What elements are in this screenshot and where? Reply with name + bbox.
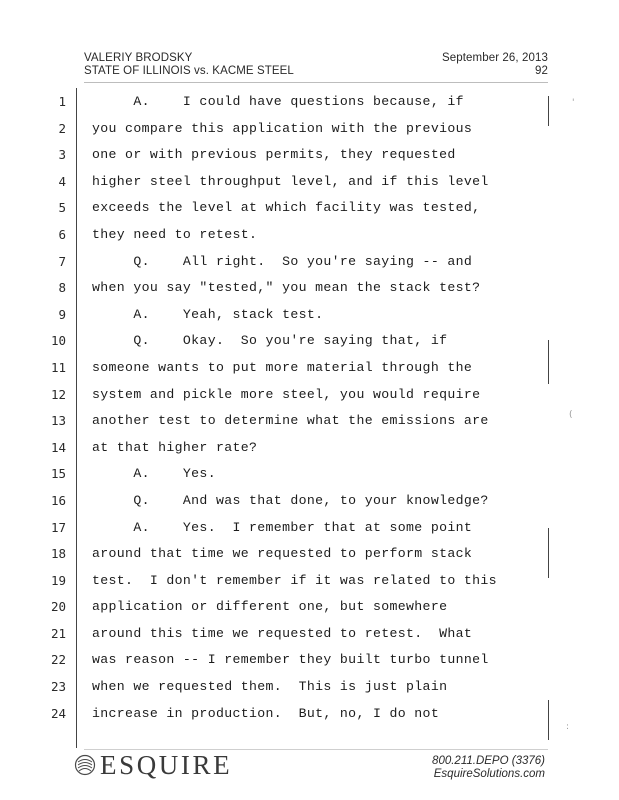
- transcript-line: [0, 621, 619, 648]
- transcript-line: [0, 541, 619, 568]
- line-number: 22: [50, 652, 66, 668]
- line-number: 20: [50, 599, 66, 615]
- contact-website: EsquireSolutions.com: [433, 768, 545, 780]
- line-number: 21: [50, 625, 66, 641]
- line-number: 15: [50, 466, 66, 482]
- header-divider: [84, 82, 548, 83]
- line-text: application or different one, but somewhere: [92, 599, 448, 615]
- transcript-line: [0, 328, 619, 355]
- line-text: Q. And was that done, to your knowledge?: [92, 492, 489, 508]
- line-text: higher steel throughput level, and if this level: [92, 173, 489, 189]
- line-number: 14: [50, 439, 66, 455]
- line-text: around that time we requested to perform stack: [92, 546, 473, 562]
- line-number: 12: [50, 386, 66, 402]
- transcript-line: [0, 568, 619, 595]
- line-number: 13: [50, 413, 66, 429]
- line-number: 5: [58, 200, 66, 216]
- line-number: 16: [50, 492, 66, 508]
- line-number: 3: [58, 147, 66, 163]
- transcript-line: [0, 647, 619, 674]
- line-text: Q. Okay. So you're saying that, if: [92, 333, 448, 349]
- transcript-line: [0, 142, 619, 169]
- transcript-line: [0, 195, 619, 222]
- transcript-line: [0, 408, 619, 435]
- esquire-emblem-icon: [74, 754, 96, 776]
- witness-name: VALERIY BRODSKY: [84, 52, 193, 64]
- line-number: 10: [50, 333, 66, 349]
- line-text: they need to retest.: [92, 226, 258, 242]
- line-text: someone wants to put more material through the: [92, 359, 473, 375]
- line-text: A. I could have questions because, if: [92, 94, 464, 109]
- line-text: when we requested them. This is just plain: [92, 679, 448, 695]
- brand-name: ESQUIRE: [100, 750, 233, 780]
- transcript-line: [0, 515, 619, 542]
- line-text: system and pickle more steel, you would require: [92, 386, 481, 402]
- transcript-line: [0, 169, 619, 196]
- transcript-line: [0, 461, 619, 488]
- line-text: when you say "tested," you mean the stack test?: [92, 280, 481, 296]
- line-text: A. Yes.: [92, 466, 216, 482]
- line-text: exceeds the level at which facility was tested,: [92, 200, 481, 216]
- transcript-line: [0, 249, 619, 276]
- line-number: 18: [50, 546, 66, 562]
- transcript-line: [0, 116, 619, 143]
- transcript-line: [0, 674, 619, 701]
- scan-speck: (: [569, 410, 573, 420]
- line-text: A. Yeah, stack test.: [92, 306, 324, 322]
- line-text: increase in production. But, no, I do not: [92, 705, 440, 721]
- line-number: 2: [58, 120, 66, 136]
- line-number: 24: [50, 705, 66, 721]
- line-text: another test to determine what the emissions are: [92, 413, 489, 429]
- page-number: 92: [535, 65, 548, 77]
- line-text: you compare this application with the previous: [92, 120, 473, 136]
- line-number: 6: [58, 226, 66, 242]
- line-number: 9: [58, 306, 66, 322]
- line-number: 8: [58, 280, 66, 296]
- deposition-date: September 26, 2013: [441, 52, 548, 64]
- transcript-line: [0, 89, 619, 116]
- transcript-line: [0, 701, 619, 728]
- page-header: [84, 52, 548, 78]
- case-caption: STATE OF ILLINOIS vs. KACME STEEL: [84, 65, 294, 77]
- line-text: was reason -- I remember they built turbo tunnel: [92, 652, 489, 668]
- transcript-body: [0, 89, 619, 727]
- line-text: at that higher rate?: [92, 439, 258, 455]
- line-number: 11: [50, 359, 66, 375]
- line-number: 23: [50, 679, 66, 695]
- scan-speck: ': [572, 98, 575, 108]
- line-text: one or with previous permits, they requested: [92, 147, 456, 163]
- line-number: 19: [50, 572, 66, 588]
- transcript-line: [0, 435, 619, 462]
- transcript-line: [0, 275, 619, 302]
- transcript-line: [0, 488, 619, 515]
- line-number: 4: [58, 173, 66, 189]
- scan-speck: :: [566, 722, 570, 732]
- contact-phone: 800.211.DEPO (3376): [432, 755, 545, 767]
- line-number: 7: [58, 253, 66, 269]
- line-number: 17: [50, 519, 66, 535]
- transcript-line: [0, 382, 619, 409]
- transcript-line: [0, 302, 619, 329]
- transcript-line: [0, 594, 619, 621]
- transcript-line: [0, 355, 619, 382]
- line-text: Q. All right. So you're saying -- and: [92, 253, 473, 269]
- brand-logo: [74, 750, 232, 780]
- line-text: A. Yes. I remember that at some point: [92, 519, 473, 535]
- line-text: around this time we requested to retest. What: [92, 625, 473, 641]
- line-number: 1: [58, 94, 66, 109]
- line-text: test. I don't remember if it was related to this: [92, 572, 497, 588]
- contact-info: [432, 755, 545, 781]
- transcript-line: [0, 222, 619, 249]
